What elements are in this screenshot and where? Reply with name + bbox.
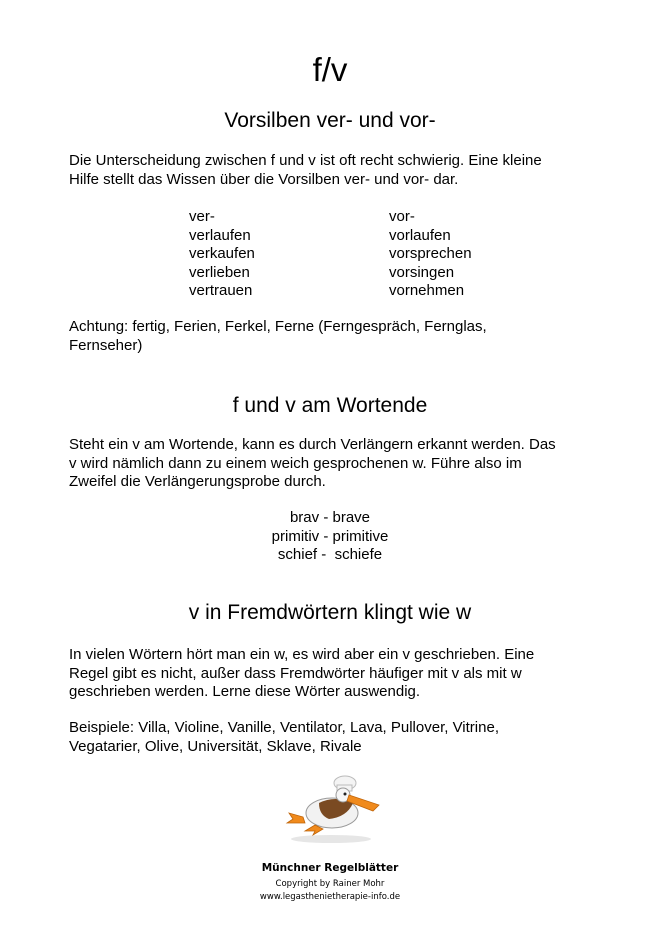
word-list-item: vorsprechen [389, 245, 472, 263]
fremdwoerter-line-3: geschrieben werden. Lerne diese Wörter auswendig. [69, 683, 421, 701]
word-list-ver [189, 208, 255, 301]
section-heading-fremdwoerter: v in Fremdwörtern klingt wie w [188, 601, 472, 624]
word-list-item: vor- [389, 208, 415, 225]
examples-line-2: Vegatarier, Olive, Universität, Sklave, Rivale [69, 737, 362, 755]
intro-paragraph [69, 152, 599, 189]
section-heading-vorsilben: Vorsilben ver- und vor- [224, 109, 436, 132]
wortende-paragraph [69, 436, 599, 492]
examples-paragraph [69, 719, 599, 756]
section-heading-wortende: f und v am Wortende [232, 394, 428, 417]
fremdwoerter-line-1: In vielen Wörtern hört man ein w, es wird aber ein v geschrieben. Eine [69, 646, 535, 663]
intro-line-1: Die Unterscheidung zwischen f und v ist oft recht schwierig. Eine kleine [69, 152, 542, 169]
fremdwoerter-paragraph [69, 646, 599, 702]
word-list-item: verlaufen [189, 226, 251, 244]
note-line-2: Fernseher) [69, 336, 143, 354]
word-list-item: vorlaufen [389, 226, 451, 244]
word-pairs-list [0, 509, 660, 565]
page-title: f/v [312, 51, 348, 88]
word-pair: primitiv - primitive [271, 527, 389, 545]
footer-url: www.legasthenietherapie-info.de [259, 892, 401, 902]
word-list-vor [389, 208, 472, 301]
word-pair: brav - brave [289, 509, 371, 526]
word-list-item: vornehmen [389, 282, 465, 300]
word-list-item: vorsingen [389, 263, 455, 281]
pelican-chef-mascot-icon [275, 773, 387, 845]
note-line-1: Achtung: fertig, Ferien, Ferkel, Ferne (Ferngespräch, Fernglas, [69, 318, 487, 335]
footer-title: Münchner Regelblätter [261, 862, 399, 874]
word-list-item: verlieben [189, 263, 250, 281]
wortende-line-3: Zweifel die Verlängerungsprobe durch. [69, 473, 326, 491]
wortende-line-2: v wird nämlich dann zu einem weich gesprochenen w. Führe also im [69, 454, 522, 472]
word-list-item: ver- [189, 208, 215, 225]
fremdwoerter-line-2: Regel gibt es nicht, außer dass Fremdwörter häufiger mit v als mit w [69, 664, 522, 682]
word-list-item: vertrauen [189, 282, 253, 300]
intro-line-2: Hilfe stellt das Wissen über die Vorsilben ver- und vor- dar. [69, 170, 459, 188]
note-paragraph [69, 318, 599, 355]
word-pair: schief - schiefe [277, 546, 383, 564]
wortende-line-1: Steht ein v am Wortende, kann es durch Verlängern erkannt werden. Das [69, 436, 556, 453]
examples-line-1: Beispiele: Villa, Violine, Vanille, Ventilator, Lava, Pullover, Vitrine, [69, 719, 499, 736]
footer-copyright: Copyright by Rainer Mohr [275, 879, 385, 889]
word-list-item: verkaufen [189, 245, 255, 263]
